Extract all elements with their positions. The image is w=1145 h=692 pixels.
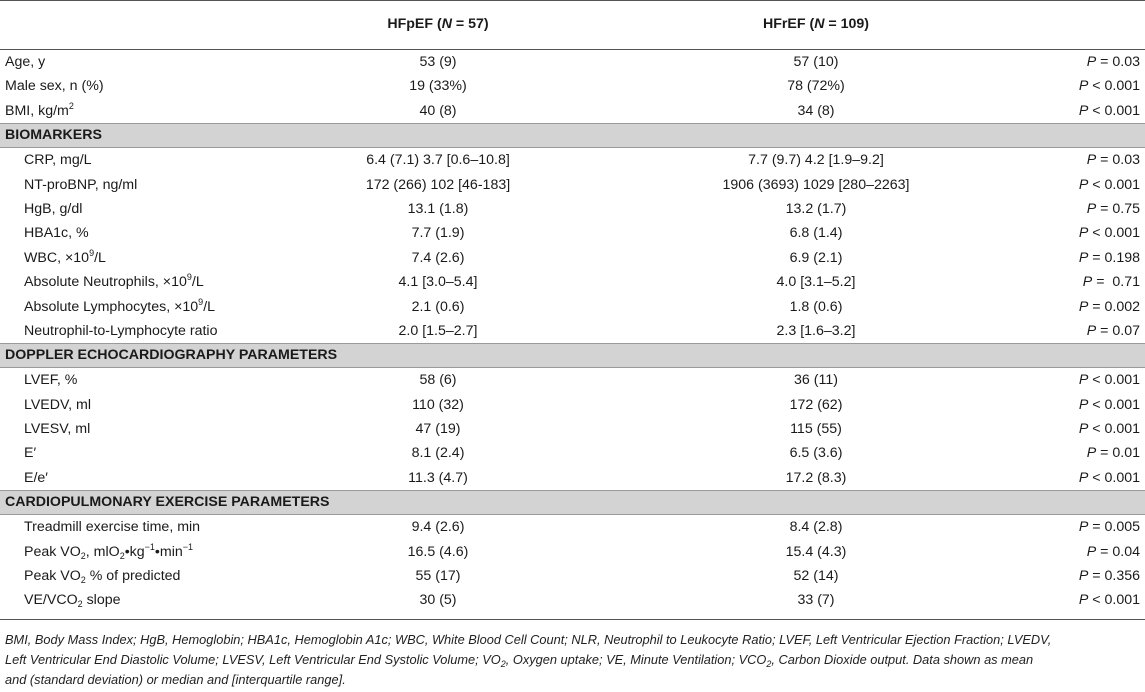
row-label: HBA1c, % (24, 225, 89, 242)
hfref-value: 8.4 (2.8) (789, 519, 843, 536)
table-row (0, 295, 1145, 319)
table-row (0, 319, 1145, 343)
row-label: Male sex, n (%) (5, 78, 104, 95)
hfref-value: 52 (14) (793, 568, 839, 585)
footnote-line: BMI, Body Mass Index; HgB, Hemoglobin; HBA1c, Hemoglobin A1c; WBC, White Blood Cell Count; NLR, Neutrophil to Leukocyte Ratio; LVEF, Left Ventricular Ejection Fraction; LVEDV, (5, 632, 1052, 647)
section-title: DOPPLER ECHOCARDIOGRAPHY PARAMETERS (5, 347, 338, 364)
table-row (0, 515, 1145, 539)
hfref-value: 57 (10) (793, 54, 839, 70)
row-label: LVEF, % (24, 372, 78, 389)
hfref-value: 7.7 (9.7) 4.2 [1.9–9.2] (748, 152, 884, 169)
p-value: P < 0.001 (1078, 102, 1140, 119)
row-label: Peak $VO_2$ % of predicted (24, 568, 181, 586)
hfref-value: 2.3 [1.6–3.2] (776, 322, 856, 339)
hfref-value: 6.9 (2.1) (789, 249, 843, 266)
row-label: LVEDV, ml (24, 396, 92, 413)
table-row (0, 221, 1145, 245)
row-label: Treadmill exercise time, min (24, 519, 201, 536)
table-row (0, 588, 1145, 612)
hfpef-value: 7.7 (1.9) (411, 225, 465, 242)
p-value: P < 0.001 (1078, 372, 1140, 389)
table-row (0, 393, 1145, 417)
hfref-value: 6.5 (3.6) (789, 445, 843, 462)
p-value: P = 0.71 (1082, 274, 1140, 291)
table-row (0, 466, 1145, 490)
p-value: P = 0.01 (1086, 445, 1140, 462)
hfref-value: 36 (11) (794, 372, 838, 389)
hfpef-value: 110 (32) (412, 396, 464, 413)
hfpef-value: 8.1 (2.4) (411, 445, 465, 462)
p-value: P < 0.001 (1078, 396, 1140, 413)
header-hfref: HFrEF (N = 109) (762, 16, 870, 32)
row-label: E′ (24, 445, 37, 462)
hfpef-value: 55 (17) (415, 568, 461, 585)
hfref-value: 33 (7) (797, 592, 835, 609)
p-value: P < 0.001 (1078, 592, 1140, 609)
hfpef-value: 9.4 (2.6) (411, 519, 465, 536)
table-row (0, 99, 1145, 123)
table-row (0, 246, 1145, 270)
table-row (0, 540, 1145, 564)
section-title: BIOMARKERS (5, 127, 102, 144)
row-label: E/e′ (24, 469, 48, 486)
table-row (0, 148, 1145, 172)
p-value: P = 0.04 (1086, 543, 1140, 560)
table-bottom-rule (0, 619, 1145, 620)
hfpef-value: 30 (5) (419, 592, 457, 609)
p-value: P = 0.75 (1086, 200, 1140, 217)
hfpef-value: 13.1 (1.8) (407, 200, 469, 217)
table-footnote (5, 630, 1140, 690)
hfpef-value: 2.1 (0.6) (411, 298, 465, 315)
hfpef-value: 4.1 [3.0–5.4] (398, 274, 478, 291)
p-value: P < 0.001 (1078, 421, 1140, 438)
row-label: Absolute Lymphocytes, $\times 10^9/L$ (24, 296, 216, 315)
row-label: Neutrophil-to-Lymphocyte ratio (24, 322, 218, 339)
hfpef-value: 172 (266) 102 [46-183] (365, 176, 511, 193)
hfpef-value: 6.4 (7.1) 3.7 [0.6–10.8] (366, 152, 510, 169)
section-header-cpet (0, 490, 1145, 515)
hfref-value: 78 (72%) (787, 78, 845, 95)
row-label: Peak $VO_2$, $mlO_2•kg^{-1}•\min^{-1}$ (24, 541, 194, 561)
hfref-value: 13.2 (1.7) (785, 200, 847, 217)
section-title: CARDIOPULMONARY EXERCISE PARAMETERS (5, 494, 330, 511)
p-value: P < 0.001 (1078, 469, 1140, 486)
hfref-value: 15.4 (4.3) (785, 543, 847, 560)
section-header-doppler (0, 343, 1145, 368)
table-row (0, 368, 1145, 392)
table-row (0, 74, 1145, 98)
row-label: HgB, g/dl (24, 200, 83, 217)
row-label: $VE/VCO_2$ slope (24, 592, 121, 610)
hfref-value: 172 (62) (789, 396, 843, 413)
table-row (0, 173, 1145, 197)
p-value: P = 0.07 (1086, 322, 1140, 339)
hfpef-value: 2.0 [1.5–2.7] (398, 322, 478, 339)
hfpef-value: 19 (33%) (409, 78, 467, 95)
hfref-value: 17.2 (8.3) (785, 469, 847, 486)
p-value: P = 0.03 (1086, 152, 1140, 169)
table-row (0, 270, 1145, 294)
row-label: BMI, $kg/m^2$ (5, 100, 74, 119)
hfpef-value: 40 (8) (419, 102, 457, 119)
hfpef-value: 7.4 (2.6) (411, 249, 465, 266)
table-row (0, 564, 1145, 588)
p-value: P < 0.001 (1078, 78, 1140, 95)
footnote-line: Left Ventricular End Diastolic Volume; LVESV, Left Ventricular End Systolic Volume; $VO_2$, Oxygen uptake; VE, Minute Ventilation; $VCO_2$, Carbon Dioxide output. Data shown as mean (5, 652, 1034, 669)
hfref-value: 6.8 (1.4) (789, 225, 843, 242)
section-header-biomarkers (0, 123, 1145, 148)
p-value: P = 0.005 (1078, 519, 1140, 536)
row-label: NT-proBNP, ng/ml (24, 176, 138, 193)
row-label: Age, y (5, 54, 46, 70)
hfref-value: 4.0 [3.1–5.2] (776, 274, 856, 291)
hfpef-value: 53 (9) (419, 54, 457, 70)
hfref-value: 1906 (3693) 1029 [280–2263] (722, 176, 910, 193)
hfref-value: 1.8 (0.6) (789, 298, 843, 315)
row-label: CRP, mg/L (24, 152, 92, 169)
p-value: P < 0.001 (1078, 176, 1140, 193)
table-row (0, 50, 1145, 74)
row-label: Absolute Neutrophils, $\times 10^9/L$ (24, 272, 204, 291)
footnote-line: and (standard deviation) or median and [interquartile range]. (5, 672, 346, 687)
hfpef-value: 11.3 (4.7) (408, 469, 468, 486)
row-label: LVESV, ml (24, 421, 91, 438)
header-hfpef: HFpEF (N = 57) (387, 16, 489, 32)
hfpef-value: 58 (6) (419, 372, 457, 389)
table-row (0, 441, 1145, 465)
table-row (0, 417, 1145, 441)
hfpef-value: 16.5 (4.6) (407, 543, 469, 560)
p-value: P = 0.002 (1078, 298, 1140, 315)
hfpef-value: 47 (19) (415, 421, 461, 438)
p-value: P = 0.03 (1086, 54, 1140, 70)
p-value: P = 0.198 (1078, 249, 1140, 266)
row-label: WBC, $\times 10^9/L$ (24, 247, 106, 266)
table-header (0, 0, 1145, 50)
hfref-value: 115 (55) (790, 421, 842, 438)
p-value: P = 0.356 (1078, 568, 1140, 585)
table-row (0, 197, 1145, 221)
hfref-value: 34 (8) (797, 102, 835, 119)
p-value: P < 0.001 (1078, 225, 1140, 242)
